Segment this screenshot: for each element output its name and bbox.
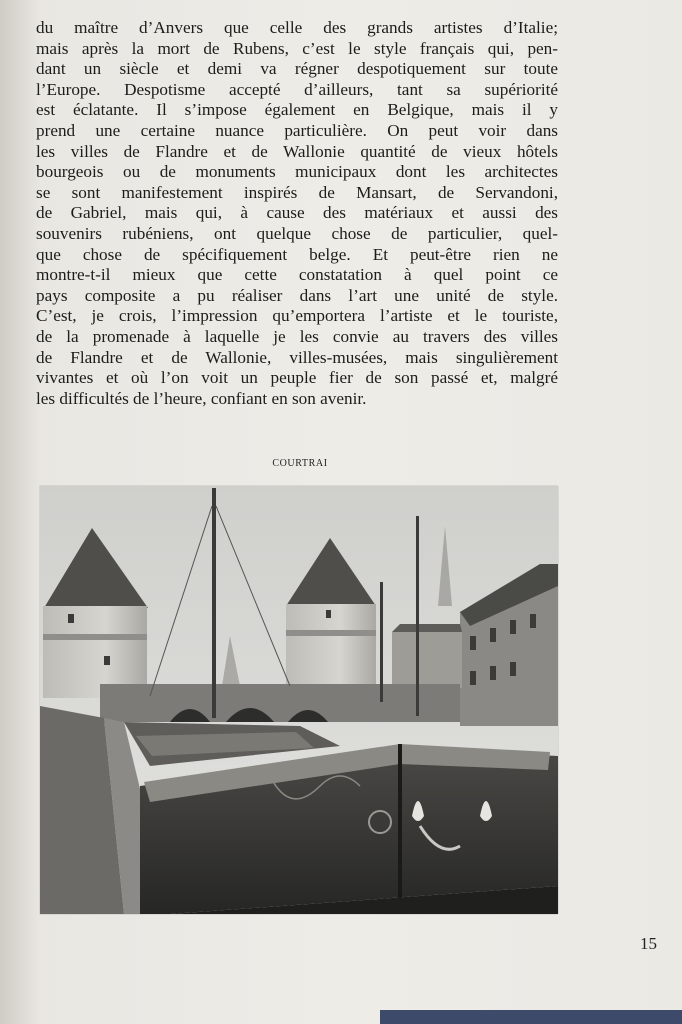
text-line: de la promenade à laquelle je les convie au travers des villes <box>36 326 558 346</box>
text-line: C’est, je crois, l’impression qu’emportera l’artiste et le touriste, <box>36 306 558 326</box>
text-line: que chose de spécifiquement belge. Et peut-être rien ne <box>36 244 558 264</box>
text-line: pays composite a pu réaliser dans l’art une unité de style. <box>36 285 558 305</box>
text-line: prend une certaine nuance particulière. On peut voir dans <box>36 120 558 140</box>
text-line: l’Europe. Despotisme accepté d’ailleurs, tant sa supériorité <box>36 79 558 99</box>
photo-courtrai <box>40 486 558 914</box>
text-line: est éclatante. Il s’impose également en Belgique, mais il y <box>36 100 558 120</box>
text-line: montre-t-il mieux que cette constatation à quel point ce <box>36 265 558 285</box>
text-line: bourgeois ou de monuments municipaux dont les architectes <box>36 162 558 182</box>
text-line: dant un siècle et demi va régner despotiquement sur toute <box>36 59 558 79</box>
text-line: de Gabriel, mais qui, à cause des matériaux et aussi des <box>36 203 558 223</box>
photo-caption: COURTRAI <box>272 458 328 469</box>
text-line: se sont manifestement inspirés de Mansart, de Servandoni, <box>36 182 558 202</box>
text-line: vivantes et où l’on voit un peuple fier de son passé et, malgré <box>36 368 558 388</box>
text-line: souvenirs rubéniens, ont quelque chose de particulier, quel- <box>36 223 558 243</box>
body-text <box>36 18 558 409</box>
background-edge <box>380 1010 682 1024</box>
text-line: du maître d’Anvers que celle des grands artistes d’Italie; <box>36 18 558 37</box>
text-line: les difficultés de l’heure, confiant en son avenir. <box>36 388 367 408</box>
text-line: de Flandre et de Wallonie, villes-musées, mais singulièrement <box>36 347 558 367</box>
text-line: mais après la mort de Rubens, c’est le style français qui, pen- <box>36 38 558 58</box>
text-line: les villes de Flandre et de Wallonie quantité de vieux hôtels <box>36 141 558 161</box>
page-number: 15 <box>640 934 657 953</box>
